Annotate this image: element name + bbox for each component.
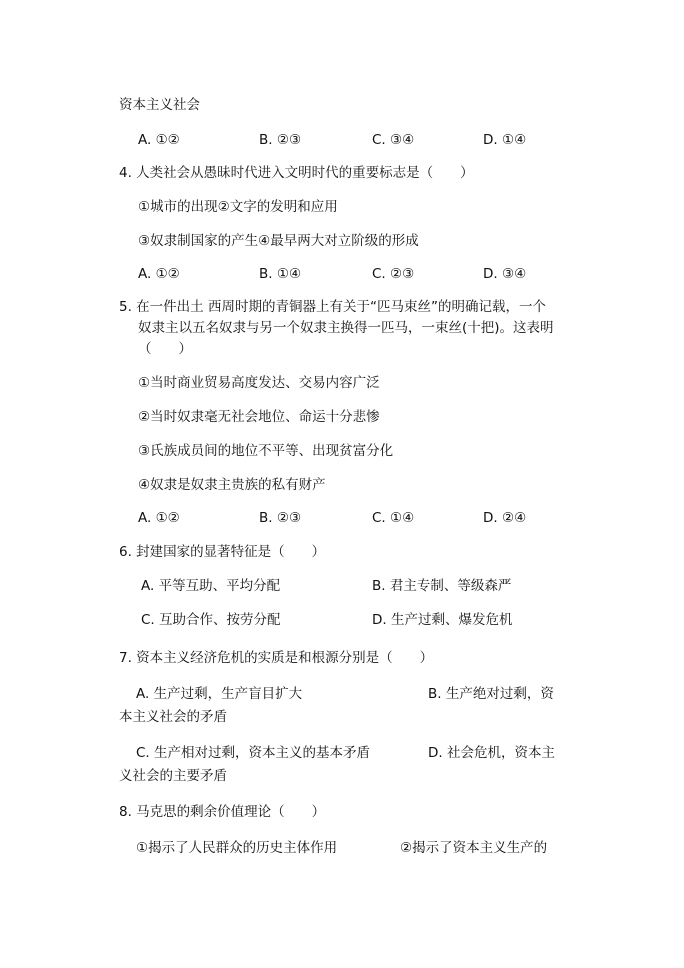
q3-options [0, 130, 684, 150]
q4-option-a: A. ①② [138, 266, 180, 282]
q5-stem-line-1: 5. 在一件出土 西周时期的青铜器上有关于“匹马束丝”的明确记载，一个 [119, 299, 546, 315]
q5-options [0, 508, 684, 528]
q6-option-c: C. 互助合作、按劳分配 [141, 612, 281, 628]
q5-stem-line-2: 奴隶主以五名奴隶与另一个奴隶主换得一匹马，一束丝(十把)。这表明 [138, 320, 554, 336]
q4-stem: 4. 人类社会从愚昧时代进入文明时代的重要标志是（ ） [119, 165, 474, 181]
q7-option-d-line-2: 义社会的主要矛盾 [119, 768, 227, 784]
q6-option-d: D. 生产过剩、爆发危机 [372, 612, 513, 628]
q6-option-b: B. 君主专制、等级森严 [372, 578, 512, 594]
q5-item-2: ②当时奴隶毫无社会地位、命运十分悲惨 [138, 409, 380, 425]
q6-options-row-1 [0, 576, 684, 596]
q7-option-c: C. 生产相对过剩，资本主义的基本矛盾 [136, 745, 371, 761]
q5-option-b: B. ②③ [259, 510, 302, 526]
q8-item-1: ①揭示了人民群众的历史主体作用 [136, 840, 338, 856]
q6-option-a: A. 平等互助、平均分配 [141, 578, 281, 594]
q7-option-b-line-2: 本主义社会的矛盾 [119, 709, 227, 725]
q8-stem: 8. 马克思的剩余价值理论（ ） [119, 804, 326, 820]
q7-option-b-line-1: B. 生产绝对过剩，资 [428, 686, 554, 702]
q7-option-a: A. 生产过剩，生产盲目扩大 [136, 686, 303, 702]
q6-stem: 6. 封建国家的显著特征是（ ） [119, 544, 326, 560]
q5-option-a: A. ①② [138, 510, 180, 526]
q4-option-c: C. ②③ [372, 266, 415, 282]
q4-item-2: ③奴隶制国家的产生④最早两大对立阶级的形成 [138, 233, 419, 249]
q7-options-row-1 [0, 684, 684, 704]
q5-item-4: ④奴隶是奴隶主贵族的私有财产 [138, 477, 326, 493]
q5-option-d: D. ②④ [483, 510, 527, 526]
q3-option-d: D. ①④ [483, 132, 527, 148]
q7-options-row-2 [0, 743, 684, 763]
q5-item-3: ③氏族成员间的地位不平等、出现贫富分化 [138, 443, 394, 459]
q8-item-2: ②揭示了资本主义生产的 [400, 840, 548, 856]
q3-option-a: A. ①② [138, 132, 180, 148]
q4-options [0, 264, 684, 284]
q4-option-b: B. ①④ [259, 266, 302, 282]
q5-stem-line-3: （ ） [138, 341, 192, 357]
q8-items-row [0, 838, 684, 858]
q4-option-d: D. ③④ [483, 266, 527, 282]
intro-tail-text: 资本主义社会 [119, 97, 200, 113]
q6-options-row-2 [0, 610, 684, 630]
q7-option-d-line-1: D. 社会危机，资本主 [428, 745, 555, 761]
q5-item-1: ①当时商业贸易高度发达、交易内容广泛 [138, 375, 380, 391]
q5-option-c: C. ①④ [372, 510, 415, 526]
q7-stem: 7. 资本主义经济危机的实质是和根源分别是（ ） [119, 650, 434, 666]
q4-item-1: ①城市的出现②文字的发明和应用 [138, 199, 338, 215]
q3-option-b: B. ②③ [259, 132, 302, 148]
q3-option-c: C. ③④ [372, 132, 415, 148]
